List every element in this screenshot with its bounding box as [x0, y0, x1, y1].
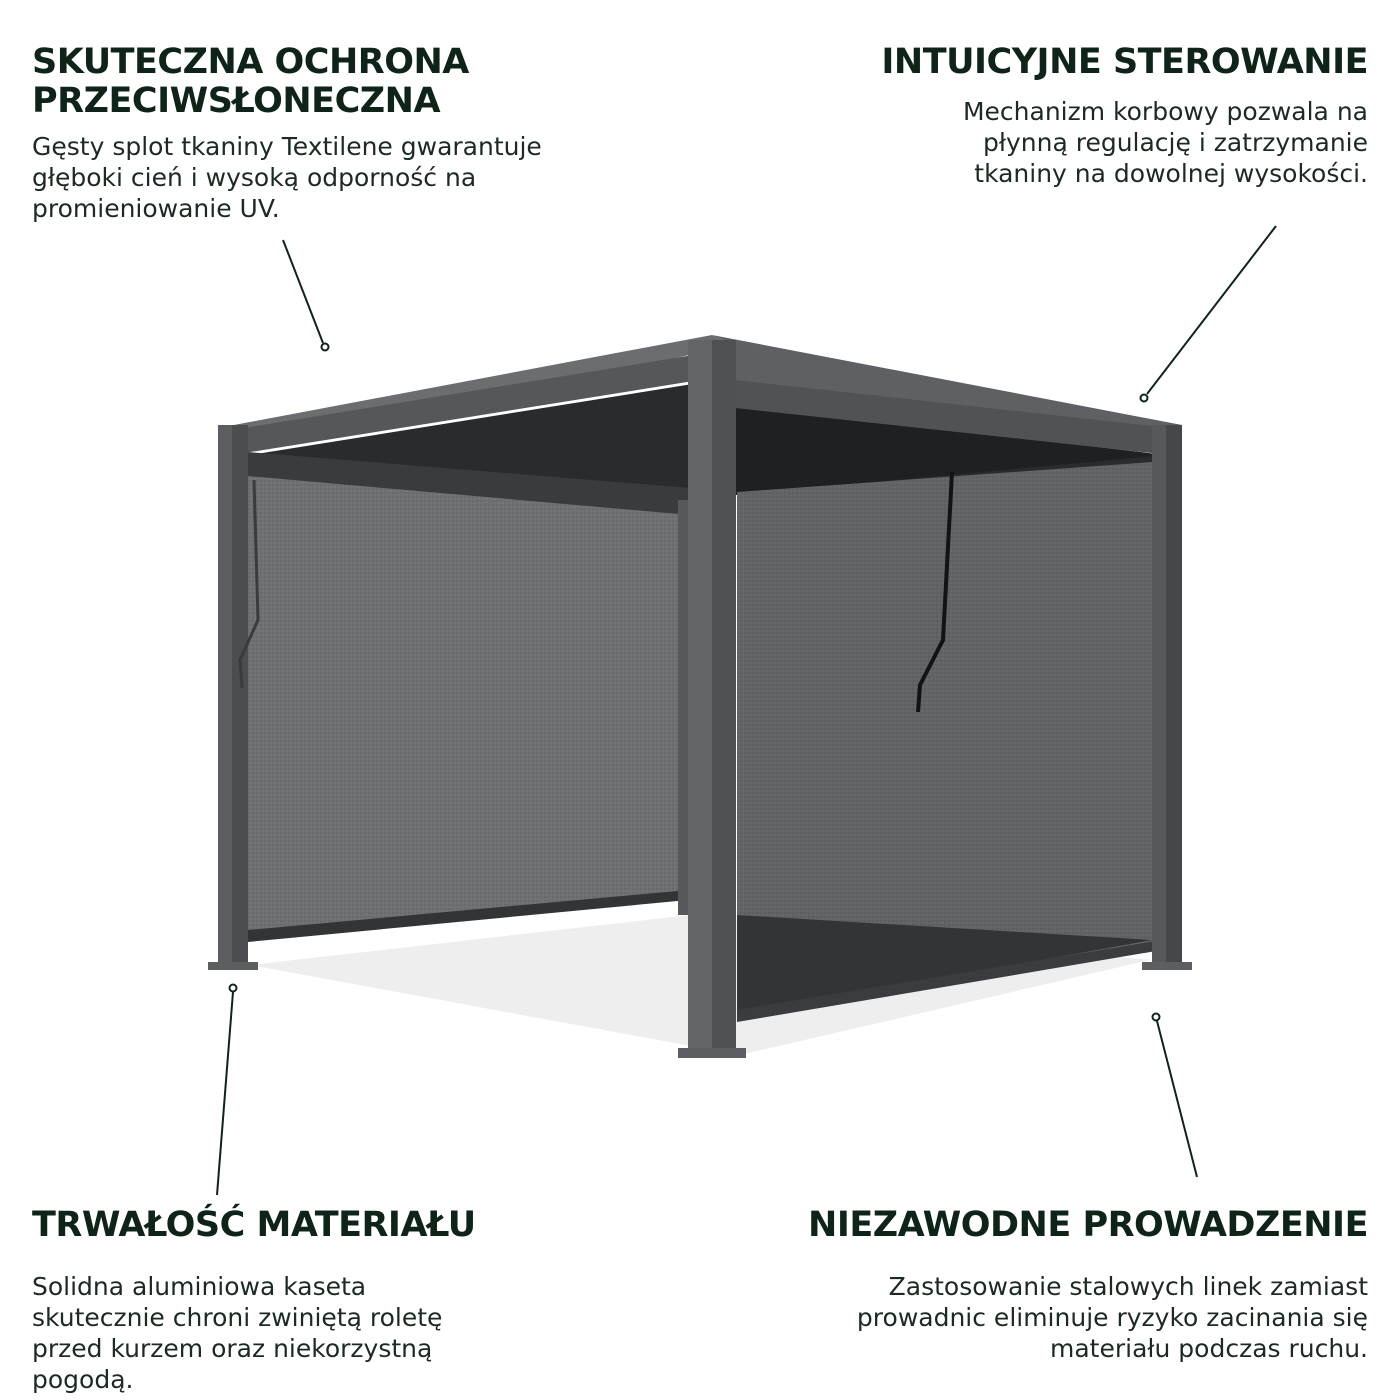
title-line: TRWAŁOŚĆ MATERIAŁU	[32, 1205, 476, 1245]
description-line: promieniowanie UV.	[32, 194, 280, 223]
title-line: PRZECIWSŁONECZNA	[32, 81, 441, 121]
leader-line-top-right	[1147, 226, 1276, 394]
description-line: skutecznie chroni zwiniętą roletę	[32, 1303, 443, 1332]
callout-intuitive-control	[748, 43, 1368, 189]
description-line: materiału podczas ruchu.	[1050, 1334, 1368, 1363]
leader-line-bottom-left	[217, 992, 233, 1195]
description-line: Mechanizm korbowy pozwala na	[962, 97, 1368, 126]
post-right-shade	[1166, 425, 1182, 970]
description-line: prowadnic eliminuje ryzyko zacinania się	[856, 1303, 1368, 1332]
title-line: NIEZAWODNE PROWADZENIE	[808, 1205, 1368, 1245]
callout-description	[32, 131, 652, 224]
base-left	[208, 962, 258, 970]
callout-description	[748, 96, 1368, 189]
callout-title	[32, 43, 652, 121]
description-line: głęboki cień i wysoką odporność na	[32, 163, 477, 192]
post-back	[678, 500, 688, 915]
left-screen	[248, 475, 688, 938]
callout-reliable-guidance	[748, 1206, 1368, 1364]
title-line: SKUTECZNA OCHRONA	[32, 42, 469, 82]
description-line: płynną regulację i zatrzymanie	[982, 128, 1368, 157]
leader-dot-bottom-right	[1153, 1014, 1160, 1021]
callout-material-durability	[32, 1206, 592, 1395]
callout-description	[748, 1271, 1368, 1364]
description-line: tkaniny na dowolnej wysokości.	[974, 159, 1368, 188]
callout-description	[32, 1271, 592, 1395]
description-line: pogodą.	[32, 1365, 134, 1394]
leader-line-top-left	[283, 240, 323, 343]
title-line: INTUICYJNE STEROWANIE	[881, 42, 1368, 82]
callout-title	[748, 43, 1368, 82]
base-right	[1142, 962, 1192, 970]
post-left-shade	[232, 425, 248, 970]
description-line: przed kurzem oraz niekorzystną	[32, 1334, 433, 1363]
callout-sun-protection	[32, 43, 652, 224]
description-line: Solidna aluminiowa kaseta	[32, 1272, 367, 1301]
post-front-shade	[712, 340, 736, 1055]
leader-dot-top-right	[1141, 395, 1148, 402]
base-front	[678, 1048, 746, 1058]
leader-dot-top-left	[322, 344, 329, 351]
description-line: Zastosowanie stalowych linek zamiast	[888, 1272, 1368, 1301]
leader-line-bottom-right	[1157, 1021, 1197, 1177]
callout-title	[748, 1206, 1368, 1245]
description-line: Gęsty splot tkaniny Textilene gwarantuje	[32, 132, 542, 161]
callout-title	[32, 1206, 592, 1245]
leader-dot-bottom-left	[230, 985, 237, 992]
